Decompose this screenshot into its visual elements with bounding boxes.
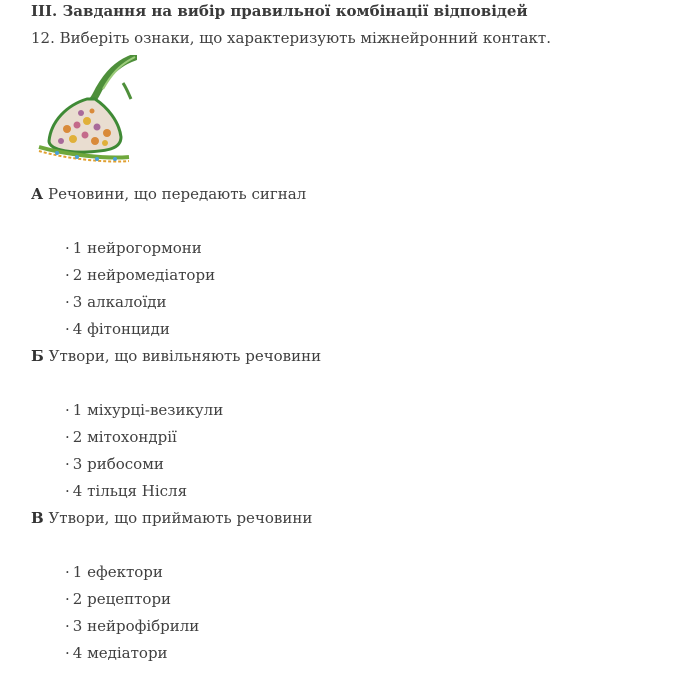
- list-item: · 2 нейромедіатори: [65, 266, 216, 284]
- list-item: · 4 фітонциди: [65, 320, 170, 338]
- group-b-letter: Б: [31, 347, 44, 365]
- group-a-letter: А: [31, 185, 44, 203]
- group-c-heading: [31, 509, 312, 527]
- group-b-heading: [31, 347, 321, 365]
- group-a-heading: [31, 185, 306, 203]
- list-item: · 4 медіатори: [65, 644, 168, 662]
- list-item: · 3 рибосоми: [65, 455, 164, 473]
- group-c-letter: В: [31, 509, 44, 527]
- group-c-text: Утвори, що приймають речовини: [48, 509, 313, 527]
- group-a-text: Речовини, що передають сигнал: [48, 185, 307, 203]
- list-item: · 1 нейрогормони: [65, 239, 202, 257]
- list-item: · 2 рецептори: [65, 590, 172, 608]
- section-title: III. Завдання на вибір правильної комбінації відповідей: [31, 2, 528, 20]
- list-item: · 1 ефектори: [65, 563, 163, 581]
- list-item: · 4 тільця Нісля: [65, 482, 188, 500]
- list-item: · 2 мітохондрії: [65, 428, 177, 446]
- synapse-illustration-icon: [37, 55, 137, 167]
- group-b-text: Утвори, що вивільняють речовини: [48, 347, 322, 365]
- question-text: 12. Виберіть ознаки, що характеризують міжнейронний контакт.: [31, 29, 551, 47]
- list-item: · 3 алкалоїди: [65, 293, 167, 311]
- list-item: · 1 міхурці-везикули: [65, 401, 224, 419]
- list-item: · 3 нейрофібрили: [65, 617, 200, 635]
